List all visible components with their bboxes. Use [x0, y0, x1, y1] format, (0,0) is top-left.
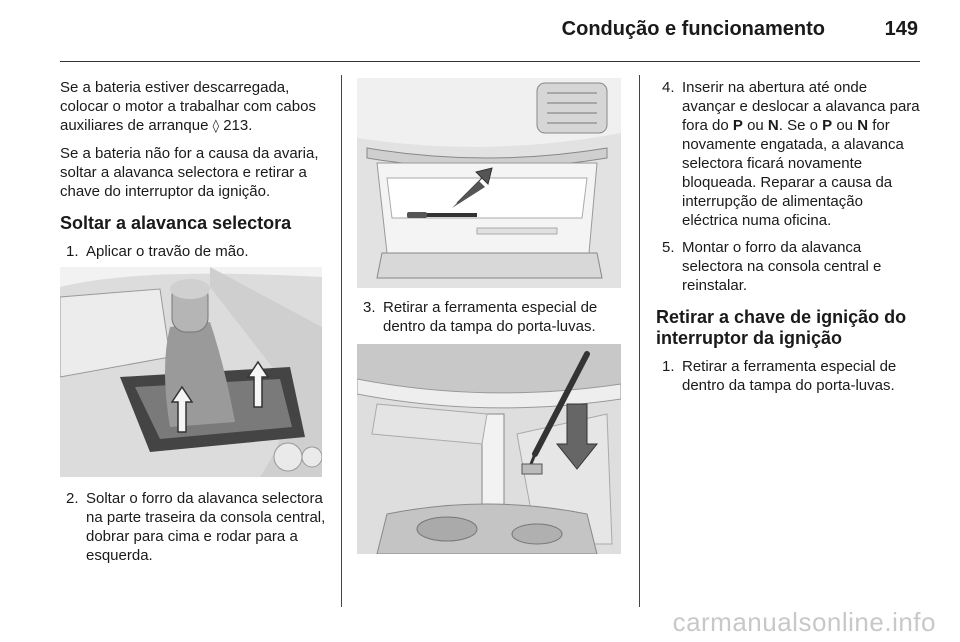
page-ref-link[interactable]: 213. — [223, 117, 253, 134]
page-header — [0, 0, 960, 60]
column-divider-right — [639, 75, 640, 607]
step-3: 3. Retirar a ferramenta especial de dentro da tampa do porta-luvas. — [363, 299, 598, 335]
figure-release-tool — [357, 344, 621, 554]
column-2 — [357, 78, 625, 554]
page-ref-icon: ◊ — [212, 119, 220, 134]
column-1 — [60, 78, 328, 573]
header-rule — [60, 61, 920, 62]
gear-lever-illustration — [60, 267, 322, 477]
glovebox-illustration — [357, 78, 621, 288]
release-tool-illustration — [357, 344, 621, 554]
step-5: 5. Montar o forro da alavanca selectora na consola central e reinstalar. — [662, 239, 882, 294]
watermark: carmanualsonline.info — [672, 607, 936, 637]
step-1-key: 1. Retirar a ferramenta especial de dentro da tampa do porta-luvas. — [662, 358, 897, 394]
paragraph-release: Se a bateria não for a causa da avaria, soltar a alavanca selectora e retirar a chave do interruptor da ignição. — [60, 145, 319, 200]
gear-p: P — [732, 117, 743, 134]
column-divider-left — [341, 75, 342, 607]
figure-glovebox — [357, 78, 621, 288]
gear-n-2: N — [857, 117, 869, 134]
step-2: 2. Soltar o forro da alavanca selectora na parte traseira da consola central, dobrar para cima e rodar para a esquerda. — [66, 490, 326, 564]
figure-gear-lever — [60, 267, 322, 477]
step-4: 4. Inserir na abertura até onde avançar e deslocar a alavanca para fora do P ou N. Se o P ou N for novamente engatada, a alavanca selectora ficará novamente bloqueada. Reparar a causa da interrupção de alimentação eléctrica numa oficina. — [662, 79, 920, 229]
page-number: 149 — [884, 18, 918, 40]
column-3 — [656, 78, 922, 403]
step-1: 1. Aplicar o travão de mão. — [66, 243, 249, 260]
gear-n: N — [767, 117, 779, 134]
section-heading-remove-key: Retirar a chave de ignição do interruptor da ignição — [656, 307, 907, 348]
gear-p-2: P — [822, 117, 833, 134]
page-title: Condução e funcionamento — [561, 18, 825, 40]
paragraph-battery: Se a bateria estiver descarregada, colocar o motor a trabalhar com cabos auxiliares de arranque ◊ 213. — [60, 79, 316, 134]
section-heading-release-lever: Soltar a alavanca selectora — [60, 213, 292, 233]
